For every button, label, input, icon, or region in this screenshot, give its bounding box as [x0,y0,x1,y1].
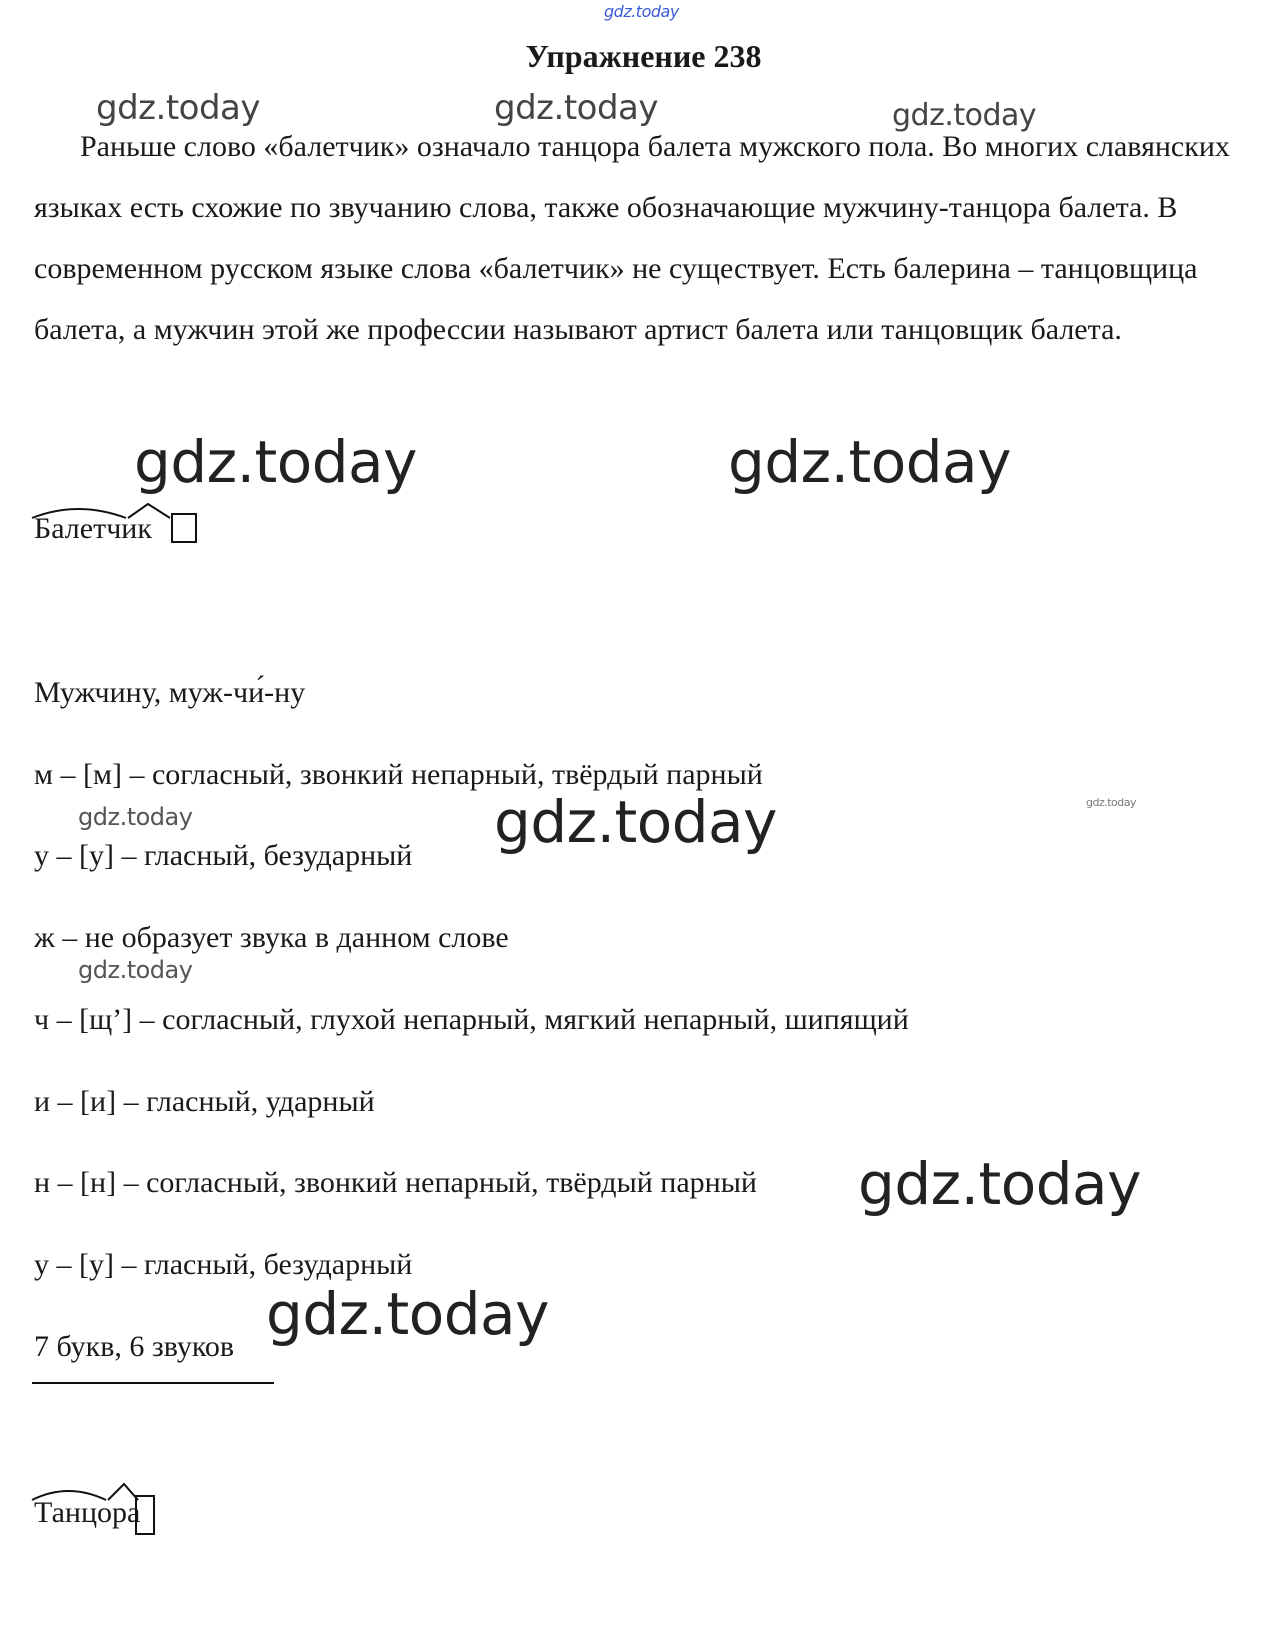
phonetic-word: Мужчину, муж-чи́-ну [34,676,306,709]
ending-box [172,514,196,542]
watermark-top: gdz.today [604,2,679,21]
watermark-8: gdz.today [1086,796,1137,809]
suffix-caret [128,504,170,518]
suffix-caret [108,1484,138,1500]
phonetic-line: н – [н] – согласный, звонкий непарный, твёрдый парный [34,1166,757,1199]
watermark-6: gdz.today [78,803,193,831]
watermark-11: gdz.today [266,1280,549,1348]
phonetic-line: у – [у] – гласный, безударный [34,839,413,872]
phonetic-line: м – [м] – согласный, звонкий непарный, твёрдый парный [34,758,763,791]
page-title: Упражнение 238 [525,38,762,74]
phonetic-line: и – [и] – гласный, ударный [34,1085,375,1118]
watermark-1: gdz.today [96,88,260,128]
morpheme-marks-baletchik [30,500,210,550]
phonetic-summary: 7 букв, 6 звуков [34,1330,235,1363]
watermark-7: gdz.today [494,788,777,856]
paragraph-text: Раньше слово «балетчик» означало танцора балета мужского пола. Во многих славянских языках есть схожие по звучанию слова, также обозначающие мужчину-танцора балета. В современном русском языке слова «балетчик» не существует. Есть балерина – танцовщица балета, а мужчин этой же профессии называют артист балета или танцовщик балета. [34,130,1230,346]
phonetic-line: ж – не образует звука в данном слове [34,921,509,954]
morpheme-word-text: Балетчик [34,512,152,545]
ending-box [136,1496,154,1534]
watermark-3: gdz.today [892,98,1037,133]
phonetic-line: у – [у] – гласный, безударный [34,1248,413,1281]
summary-underline [32,1382,274,1384]
watermark-2: gdz.today [494,88,658,128]
morpheme-marks-tantsora [30,1480,170,1540]
paragraph [34,116,1234,360]
watermark-9: gdz.today [78,956,193,984]
root-arc [32,1491,106,1500]
morpheme-word-text: Танцора [34,1496,141,1529]
watermark-10: gdz.today [858,1150,1141,1218]
watermark-5: gdz.today [728,428,1011,496]
root-arc [32,509,126,518]
watermark-4: gdz.today [134,428,417,496]
phonetic-line: ч – [щ’] – согласный, глухой непарный, мягкий непарный, шипящий [34,1003,909,1036]
